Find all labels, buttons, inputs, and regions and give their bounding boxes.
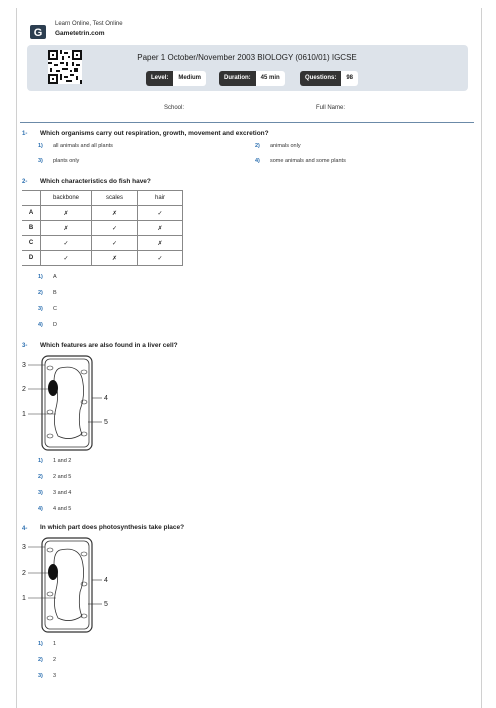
question-4-text: In which part does photosynthesis take place? bbox=[40, 524, 185, 531]
level-label: Level: bbox=[146, 71, 173, 86]
q3-option-2-number[interactable]: 2) bbox=[38, 474, 43, 480]
diagram-label: 5 bbox=[104, 419, 108, 426]
fullname-label: Full Name: bbox=[316, 105, 346, 111]
q4-option-2-text[interactable]: 2 bbox=[53, 657, 57, 663]
table-cell: B bbox=[22, 221, 41, 236]
q2-option-1-number[interactable]: 1) bbox=[38, 274, 43, 280]
table-cell: ✗ bbox=[41, 221, 92, 236]
svg-text:G: G bbox=[33, 27, 43, 39]
q1-option-4-text[interactable]: some animals and some plants bbox=[270, 158, 346, 164]
table-header-cell: backbone bbox=[41, 191, 92, 206]
duration-value: 45 min bbox=[256, 71, 285, 86]
table-cell: ✓ bbox=[138, 251, 183, 266]
question-4-number: 4- bbox=[22, 526, 28, 532]
level-value: Medium bbox=[173, 71, 206, 86]
brand-tagline: Learn Online, Test Online bbox=[55, 21, 123, 27]
table-cell: ✗ bbox=[138, 221, 183, 236]
question-2-text: Which characteristics do fish have? bbox=[40, 178, 151, 185]
q3-option-4-number[interactable]: 4) bbox=[38, 506, 43, 512]
q2-option-2-number[interactable]: 2) bbox=[38, 290, 43, 296]
q1-option-2-text[interactable]: animals only bbox=[270, 143, 301, 149]
q3-option-4-text[interactable]: 4 and 5 bbox=[53, 506, 72, 512]
table-row bbox=[22, 221, 183, 236]
diagram-label: 5 bbox=[104, 601, 108, 608]
table-cell: ✓ bbox=[92, 236, 138, 251]
table-cell: ✓ bbox=[138, 206, 183, 221]
level-badge bbox=[146, 71, 206, 86]
table-cell: A bbox=[22, 206, 41, 221]
table-cell: C bbox=[22, 236, 41, 251]
duration-label: Duration: bbox=[219, 71, 256, 86]
diagram-label: 1 bbox=[22, 595, 26, 602]
q4-option-3-number[interactable]: 3) bbox=[38, 673, 43, 679]
table-header-cell: hair bbox=[138, 191, 183, 206]
question-1-text: Which organisms carry out respiration, growth, movement and excretion? bbox=[40, 130, 269, 137]
fish-characteristics-table bbox=[22, 190, 183, 266]
question-3-number: 3- bbox=[22, 343, 28, 349]
q3-option-3-number[interactable]: 3) bbox=[38, 490, 43, 496]
table-header-cell: scales bbox=[92, 191, 138, 206]
q4-option-1-number[interactable]: 1) bbox=[38, 641, 43, 647]
questions-label: Questions: bbox=[300, 71, 341, 86]
q3-option-3-text[interactable]: 3 and 4 bbox=[53, 490, 72, 496]
q2-option-4-text[interactable]: D bbox=[53, 322, 57, 328]
diagram-label: 3 bbox=[22, 544, 26, 551]
q1-option-1-number[interactable]: 1) bbox=[38, 143, 43, 149]
q3-option-1-text[interactable]: 1 and 2 bbox=[53, 458, 72, 464]
qr-code-icon bbox=[48, 50, 82, 84]
table-header-cell bbox=[22, 191, 41, 206]
duration-badge bbox=[219, 71, 285, 86]
diagram-label: 3 bbox=[22, 362, 26, 369]
table-header-row bbox=[22, 191, 183, 206]
questions-value: 98 bbox=[341, 71, 358, 86]
question-3-text: Which features are also found in a liver cell? bbox=[40, 342, 178, 349]
q4-option-2-number[interactable]: 2) bbox=[38, 657, 43, 663]
table-row bbox=[22, 251, 183, 266]
q2-option-2-text[interactable]: B bbox=[53, 290, 57, 296]
q4-option-1-text[interactable]: 1 bbox=[53, 641, 57, 647]
table-cell: ✓ bbox=[41, 251, 92, 266]
q1-option-1-text[interactable]: all animals and all plants bbox=[53, 143, 113, 149]
table-cell: ✗ bbox=[92, 251, 138, 266]
paper-title: Paper 1 October/November 2003 BIOLOGY (0610/01) IGCSE bbox=[137, 53, 357, 62]
plant-cell-diagram-q3 bbox=[20, 354, 115, 452]
diagram-label: 4 bbox=[104, 577, 108, 584]
q1-option-3-number[interactable]: 3) bbox=[38, 158, 43, 164]
plant-cell-diagram-q4 bbox=[20, 536, 115, 634]
table-cell: ✗ bbox=[138, 236, 183, 251]
questions-badge bbox=[300, 71, 358, 86]
diagram-label: 2 bbox=[22, 570, 26, 577]
q1-option-3-text[interactable]: plants only bbox=[53, 158, 80, 164]
q1-option-2-number[interactable]: 2) bbox=[255, 143, 260, 149]
diagram-label: 2 bbox=[22, 386, 26, 393]
diagram-label: 1 bbox=[22, 411, 26, 418]
table-cell: ✗ bbox=[92, 206, 138, 221]
table-cell: D bbox=[22, 251, 41, 266]
header-divider bbox=[20, 122, 474, 123]
q3-option-2-text[interactable]: 2 and 5 bbox=[53, 474, 72, 480]
q2-option-3-text[interactable]: C bbox=[53, 306, 57, 312]
diagram-label: 4 bbox=[104, 395, 108, 402]
q4-option-3-text[interactable]: 3 bbox=[53, 673, 57, 679]
q2-option-3-number[interactable]: 3) bbox=[38, 306, 43, 312]
gametetrin-logo-icon bbox=[30, 25, 46, 39]
q2-option-4-number[interactable]: 4) bbox=[38, 322, 43, 328]
table-row bbox=[22, 206, 183, 221]
q2-option-1-text[interactable]: A bbox=[53, 274, 57, 280]
table-cell: ✓ bbox=[92, 221, 138, 236]
table-cell: ✓ bbox=[41, 236, 92, 251]
table-row bbox=[22, 236, 183, 251]
q3-option-1-number[interactable]: 1) bbox=[38, 458, 43, 464]
question-1-number: 1- bbox=[22, 131, 28, 137]
brand-site[interactable]: Gametetrin.com bbox=[55, 30, 105, 37]
school-label: School: bbox=[164, 105, 185, 111]
q1-option-4-number[interactable]: 4) bbox=[255, 158, 260, 164]
table-cell: ✗ bbox=[41, 206, 92, 221]
question-2-number: 2- bbox=[22, 179, 28, 185]
